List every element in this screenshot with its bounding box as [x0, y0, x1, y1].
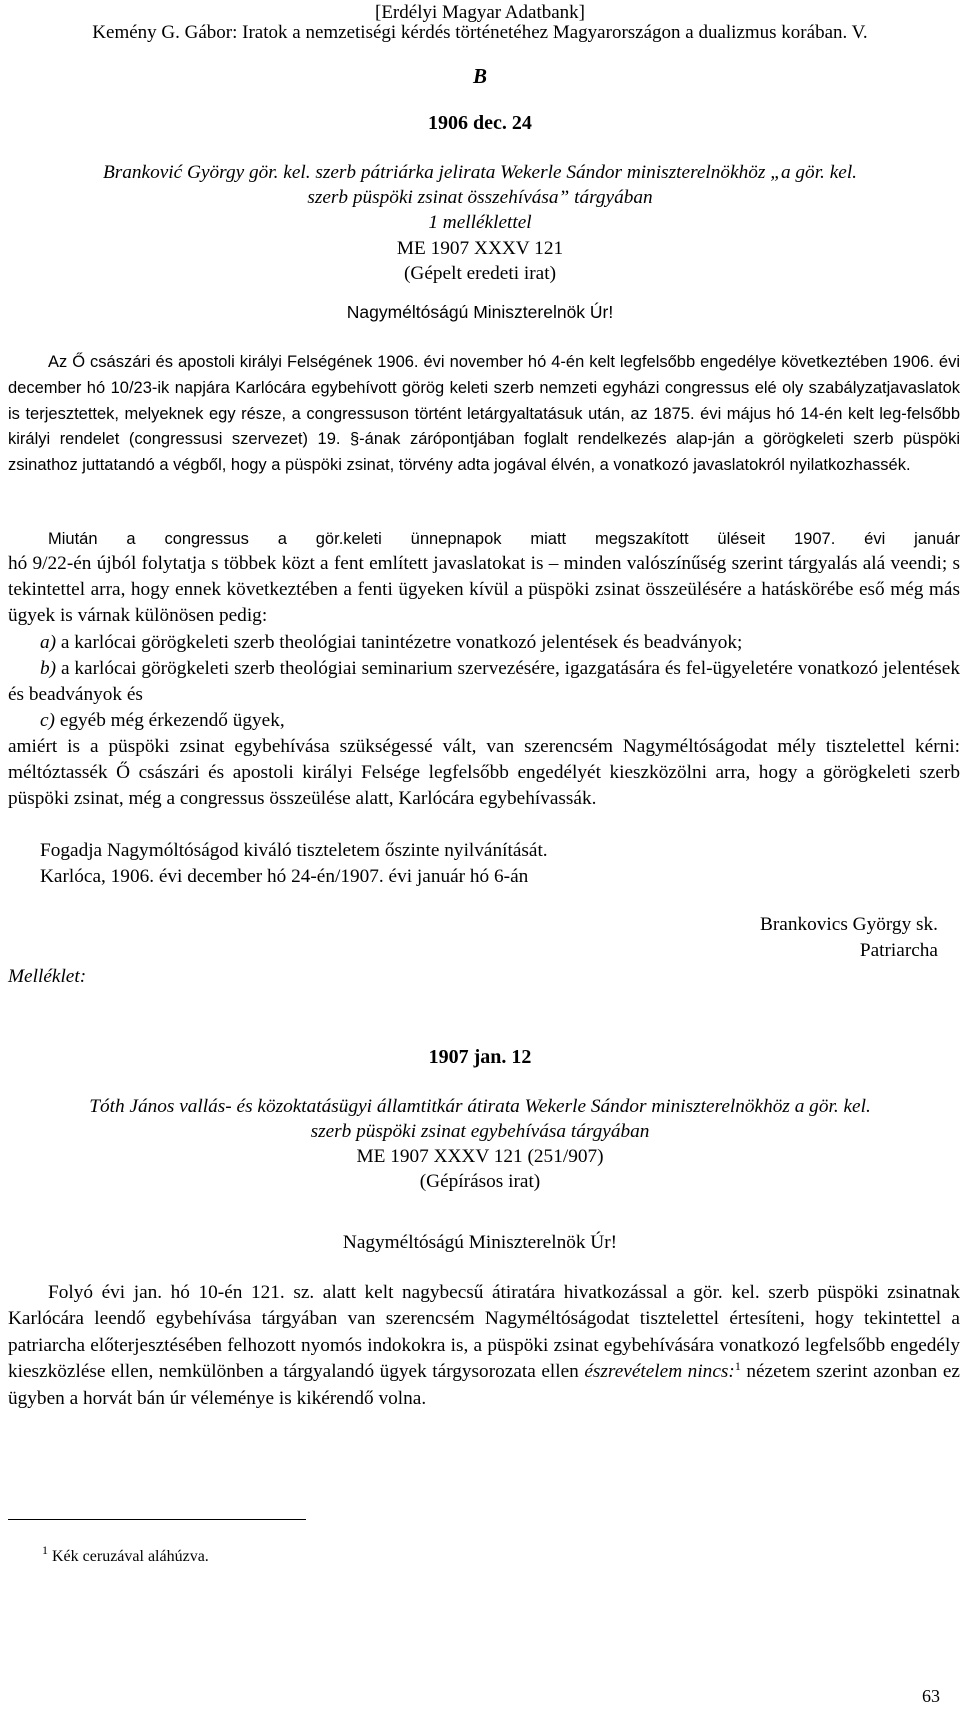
- doc2-paragraph-1-italic: észrevételem nincs:: [584, 1361, 735, 1383]
- doc2-date: 1907 jan. 12: [428, 1046, 532, 1068]
- footnote: [42, 1543, 642, 1566]
- doc1-paragraph-1: [8, 350, 960, 479]
- doc2-paragraph-1-text: Folyó évi jan. hó 10-én 121. sz. alatt kelt nagybecsű átiratára hivatkozással a gör. kel. szerb püspöki zsinatnak Karlócára leendő egybehívása tárgyában van szerencsém Nagyméltóságodat tisztelettel értesíteni, hogy tekintettel a patriarcha előterjesztésében felhozott nyomós indokokra is, a püspöki zsinat egybehívására vonatkozó legfelsőbb engedély kieszközlése ellen, nemkülönben a tárgyalandó ügyek tárgysorozata ellen: [8, 1282, 960, 1383]
- header-source: [Erdélyi Magyar Adatbank]: [375, 2, 585, 23]
- doc2-title: [0, 1094, 960, 1144]
- header-book-title: Kemény G. Gábor: Iratok a nemzetiségi kérdés történetéhez Magyarországon a dualizmus korában. V.: [92, 22, 868, 43]
- doc1-item-c: [8, 708, 960, 734]
- doc1-source-note: (Gépelt eredeti irat): [403, 263, 557, 284]
- doc1-meta: [0, 236, 960, 286]
- footnote-text: Kék ceruzával aláhúzva.: [52, 1548, 209, 1565]
- doc1-item-a: [8, 630, 960, 656]
- doc2-source-note: (Gépírásos irat): [419, 1171, 541, 1192]
- doc2-paragraph-1-end: nézetem szerint azonban ez ügyben a horvát bán úr véleménye is kikérendő volna.: [8, 1361, 960, 1409]
- doc2-title-line1: Tóth János vallás- és közoktatásügyi államtitkár átirata Wekerle Sándor miniszterelnökhöz a gör. kel.: [89, 1096, 871, 1117]
- doc1-title-line2: szerb püspöki zsinat összehívása” tárgyában: [307, 187, 653, 208]
- doc2-salutation: Nagyméltóságú Miniszterelnök Úr!: [342, 1232, 618, 1253]
- section-letter: B: [472, 64, 487, 88]
- doc1-paragraph-1-text: Az Ő császári és apostoli királyi Felségének 1906. évi november hó 4-én kelt legfelsőbb engedélye következtében 1906. évi december hó 10/23-ik napjára Karlócára egybehívott görög keleti szerb nemzeti egyházi congressus elé oly szabályzatjavaslatok is terjesztettek, melyeknek egy része, a congressuson történt letárgyaltatásuk után, az 1875. évi május hó 14-én kelt leg-felsőbb királyi rendelet (congressusi szervezet) 19. §-ának zárópontjában foglalt rendelkezés alap-ján a görögkeleti szerb püspöki zsinathoz juttatandó a végből, hogy a püspöki zsinat, törvény adta jogával élvén, a vonatkozó javaslatokról nyilatkozhassék.: [8, 353, 960, 475]
- doc1-signer: Brankovics György sk.: [760, 914, 938, 935]
- doc1-closing: Fogadja Nagymóltóságod kiváló tiszteletem őszinte nyilvánítását.: [40, 840, 548, 861]
- doc1-paragraph-2-rest: [8, 551, 960, 629]
- doc1-item-b-text: a karlócai görögkeleti szerb theológiai seminarium szervezésére, igazgatására és fel-ügyeletére vonatkozó jelentések és beadványok és: [8, 658, 960, 705]
- doc1-paragraph-3-text: amiért is a püspöki zsinat egybehívása szükségessé vált, van szerencsém Nagyméltóságodat mély tisztelettel kérni: méltóztassék Ő császári és apostoli királyi Felsége legfelsőbb engedélyét kieszközölni arra, hogy a görögkeleti szerb püspöki zsinat, még a congressus összeülése alatt, Karlócára egybehívassák.: [8, 736, 960, 809]
- footnote-separator: [8, 1519, 306, 1520]
- doc1-place-date: Karlóca, 1906. évi december hó 24-én/1907. évi január hó 6-án: [40, 866, 529, 887]
- doc1-item-b: [8, 656, 960, 708]
- doc1-signer-title: Patriarcha: [859, 940, 938, 961]
- footnote-reference[interactable]: 1: [734, 1359, 741, 1374]
- doc1-signature: [668, 912, 938, 964]
- doc1-item-c-text: egyéb még érkezendő ügyek,: [59, 710, 285, 731]
- doc1-item-b-label: b): [40, 658, 57, 679]
- doc1-reference: ME 1907 XXXV 121: [396, 238, 564, 259]
- doc1-salutation: Nagyméltóságú Miniszterelnök Úr!: [346, 302, 614, 322]
- doc1-title-line3: 1 melléklettel: [428, 212, 532, 233]
- doc1-paragraph-3: [8, 734, 960, 812]
- doc1-title: [0, 160, 960, 235]
- doc1-item-c-label: c): [40, 710, 55, 731]
- doc2-paragraph-1: [8, 1280, 960, 1412]
- doc1-date: 1906 dec. 24: [428, 112, 532, 134]
- doc2-title-line2: szerb püspöki zsinat egybehívása tárgyában: [310, 1121, 650, 1142]
- footnote-mark: 1: [42, 1543, 48, 1557]
- attachment-label: Melléklet:: [8, 966, 87, 987]
- doc1-item-a-label: a): [40, 632, 57, 653]
- doc1-title-line1: Branković György gör. kel. szerb pátriárka jelirata Wekerle Sándor miniszterelnökhöz „a gör. kel.: [102, 162, 857, 183]
- doc2-meta: [0, 1144, 960, 1194]
- page-number: 63: [922, 1686, 940, 1706]
- doc1-item-a-text: a karlócai görögkeleti szerb theológiai tanintézetre vonatkozó jelentések és beadványok;: [60, 632, 743, 653]
- doc1-paragraph-2-text: hó 9/22-én újból folytatja s többek közt a fent említett javaslatokat is – minden valószínűség szerint tárgyalás alá veendi; s tekintettel arra, hogy ennek következtében a fenti ügyeken kívül a püspöki zsinat összeülésére a hatáskörébe eső még más ügyek is várnak különösen pedig:: [8, 553, 960, 626]
- doc1-paragraph-2-first-line: Miután a congressus a gör.keleti ünnepnapok miatt megszakított üléseit 1907. évi január: [48, 530, 960, 548]
- doc2-reference: ME 1907 XXXV 121 (251/907): [356, 1146, 604, 1167]
